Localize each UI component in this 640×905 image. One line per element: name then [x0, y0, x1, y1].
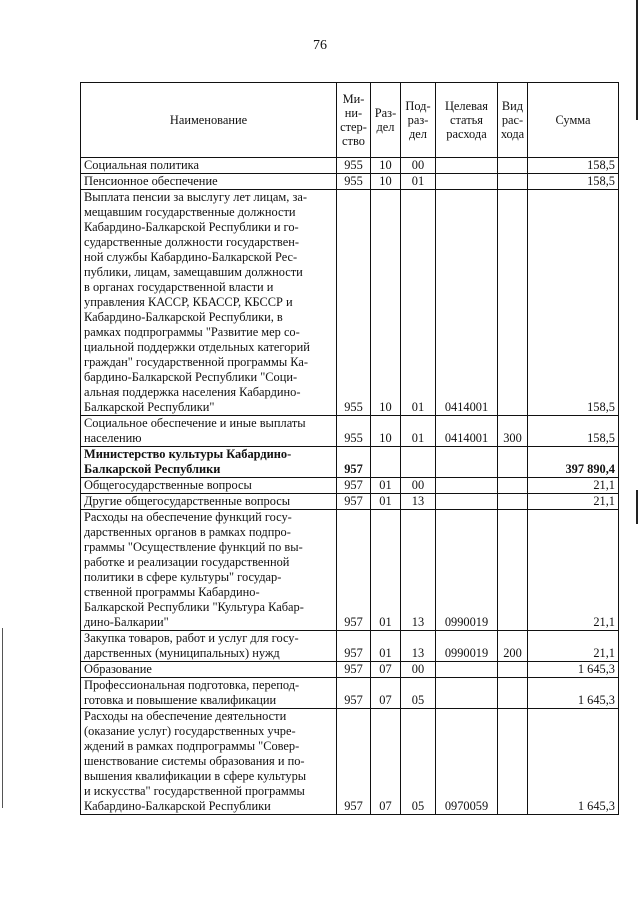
- cell-sum: 158,5: [528, 416, 619, 447]
- cell-type: [498, 478, 528, 494]
- header-type: Вид рас- хода: [498, 83, 528, 158]
- cell-name: Выплата пенсии за выслугу лет лицам, за- мещавшим государственные должности Кабардино-Балкарской Республики и го- сударственные должности государствен- ной службы Кабардино-Балкарской Рес- публики, лицам, замещавшим должности в органах государственной власти и управления КАССР, КБАССР, КБССР и Кабардино-Балкарской Республики, в рамках подпрограммы "Развитие мер со- циальной поддержки отдельных категорий граждан" государственной программы Ка- бардино-Балкарской Республики "Соци- альная поддержка населения Кабардино- Балкарской Республики": [81, 190, 337, 416]
- cell-target: [436, 494, 498, 510]
- table-row: [81, 709, 619, 815]
- cell-sum: 21,1: [528, 510, 619, 631]
- cell-ministry: 957: [337, 662, 371, 678]
- cell-section: [371, 447, 401, 478]
- cell-subsection: 05: [401, 709, 436, 815]
- cell-name: Расходы на обеспечение деятельности (оказание услуг) государственных учре- ждений в рамках подпрограммы "Совер- шенствование системы образования и по- вышения квалификации в сфере культуры и искусства" государственной программы Кабардино-Балкарской Республики: [81, 709, 337, 815]
- cell-target: 0970059: [436, 709, 498, 815]
- cell-subsection: 13: [401, 494, 436, 510]
- cell-name: Министерство культуры Кабардино- Балкарской Республики: [81, 447, 337, 478]
- cell-name: Образование: [81, 662, 337, 678]
- cell-name: Другие общегосударственные вопросы: [81, 494, 337, 510]
- cell-ministry: 955: [337, 174, 371, 190]
- cell-ministry: 955: [337, 190, 371, 416]
- cell-sum: 158,5: [528, 158, 619, 174]
- table-row: [81, 478, 619, 494]
- cell-name: Расходы на обеспечение функций госу- дарственных органов в рамках подпро- граммы "Осуществление функций по вы- работке и реализации государственной политики в сфере культуры" государ- ственной программы Кабардино- Балкарской Республики "Культура Кабар- дино-Балкарии": [81, 510, 337, 631]
- cell-section: 01: [371, 478, 401, 494]
- cell-section: 07: [371, 678, 401, 709]
- cell-type: [498, 447, 528, 478]
- cell-name: Социальная политика: [81, 158, 337, 174]
- cell-name: Социальное обеспечение и иные выплаты населению: [81, 416, 337, 447]
- cell-subsection: 00: [401, 478, 436, 494]
- cell-name: Общегосударственные вопросы: [81, 478, 337, 494]
- cell-target: [436, 447, 498, 478]
- cell-ministry: 957: [337, 478, 371, 494]
- cell-target: 0414001: [436, 190, 498, 416]
- cell-section: 10: [371, 158, 401, 174]
- cell-section: 10: [371, 190, 401, 416]
- cell-type: [498, 678, 528, 709]
- cell-type: [498, 510, 528, 631]
- table-row: [81, 631, 619, 662]
- header-name: Наименование: [81, 83, 337, 158]
- cell-target: 0990019: [436, 510, 498, 631]
- cell-subsection: 01: [401, 174, 436, 190]
- cell-sum: 21,1: [528, 631, 619, 662]
- cell-section: 07: [371, 709, 401, 815]
- table-header-row: [81, 83, 619, 158]
- table-row: [81, 662, 619, 678]
- header-sum: Сумма: [528, 83, 619, 158]
- cell-target: [436, 158, 498, 174]
- cell-ministry: 957: [337, 494, 371, 510]
- cell-target: 0414001: [436, 416, 498, 447]
- cell-sum: 158,5: [528, 190, 619, 416]
- cell-section: 01: [371, 510, 401, 631]
- right-edge-line: [636, 0, 638, 120]
- cell-type: [498, 494, 528, 510]
- cell-ministry: 957: [337, 631, 371, 662]
- table-row: [81, 447, 619, 478]
- cell-ministry: 957: [337, 678, 371, 709]
- cell-ministry: 957: [337, 510, 371, 631]
- cell-section: 10: [371, 174, 401, 190]
- cell-type: [498, 662, 528, 678]
- table-row: [81, 494, 619, 510]
- header-subsection: Под- раз- дел: [401, 83, 436, 158]
- cell-type: [498, 190, 528, 416]
- cell-section: 01: [371, 494, 401, 510]
- cell-subsection: 01: [401, 416, 436, 447]
- cell-target: [436, 678, 498, 709]
- cell-name: Пенсионное обеспечение: [81, 174, 337, 190]
- cell-subsection: 00: [401, 662, 436, 678]
- cell-subsection: 00: [401, 158, 436, 174]
- cell-section: 01: [371, 631, 401, 662]
- cell-subsection: 01: [401, 190, 436, 416]
- left-edge-line: [2, 628, 3, 808]
- table-row: [81, 190, 619, 416]
- header-ministry: Ми- ни- стер- ство: [337, 83, 371, 158]
- cell-target: [436, 478, 498, 494]
- table-row: [81, 416, 619, 447]
- budget-table: [80, 82, 619, 815]
- cell-subsection: 13: [401, 510, 436, 631]
- table-row: [81, 510, 619, 631]
- cell-target: [436, 662, 498, 678]
- cell-ministry: 955: [337, 158, 371, 174]
- cell-sum: 1 645,3: [528, 678, 619, 709]
- cell-target: [436, 174, 498, 190]
- cell-type: 300: [498, 416, 528, 447]
- right-edge-mark: [636, 490, 638, 524]
- cell-type: [498, 709, 528, 815]
- cell-type: [498, 174, 528, 190]
- cell-sum: 397 890,4: [528, 447, 619, 478]
- cell-ministry: 955: [337, 416, 371, 447]
- cell-sum: 1 645,3: [528, 662, 619, 678]
- cell-sum: 1 645,3: [528, 709, 619, 815]
- table-row: [81, 158, 619, 174]
- cell-type: 200: [498, 631, 528, 662]
- cell-name: Закупка товаров, работ и услуг для госу- дарственных (муниципальных) нужд: [81, 631, 337, 662]
- cell-type: [498, 158, 528, 174]
- cell-target: 0990019: [436, 631, 498, 662]
- cell-subsection: [401, 447, 436, 478]
- cell-name: Профессиональная подготовка, перепод- готовка и повышение квалификации: [81, 678, 337, 709]
- cell-subsection: 05: [401, 678, 436, 709]
- table-row: [81, 174, 619, 190]
- cell-section: 10: [371, 416, 401, 447]
- cell-ministry: 957: [337, 447, 371, 478]
- cell-sum: 158,5: [528, 174, 619, 190]
- table-row: [81, 678, 619, 709]
- cell-section: 07: [371, 662, 401, 678]
- cell-sum: 21,1: [528, 478, 619, 494]
- page-number: 76: [313, 38, 327, 53]
- cell-sum: 21,1: [528, 494, 619, 510]
- header-target: Целевая статья расхода: [436, 83, 498, 158]
- header-section: Раз- дел: [371, 83, 401, 158]
- cell-subsection: 13: [401, 631, 436, 662]
- cell-ministry: 957: [337, 709, 371, 815]
